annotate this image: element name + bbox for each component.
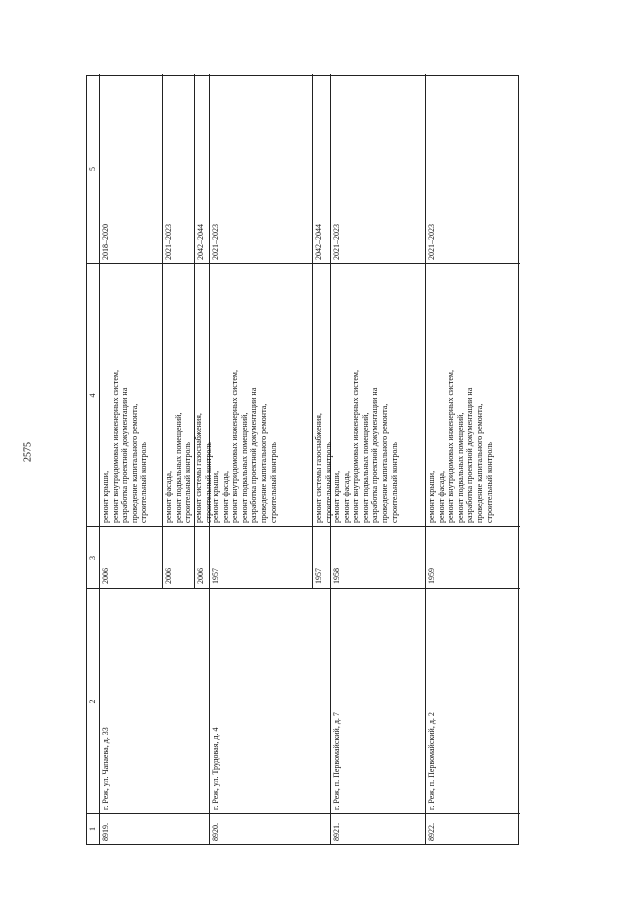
repair-works: ремонт крыши, ремонт фасада, ремонт внутридомовых инженерных систем, ремонт подвальных помещений, разработка проектной документации на проведение капитального ремонта, строительный контроль	[332, 370, 399, 523]
record-address: г. Реж, ул. Трудовая, д. 4	[211, 727, 220, 810]
row-divider	[312, 74, 313, 589]
header-col-4: 4	[88, 393, 97, 398]
record-number: 8919.	[101, 823, 110, 841]
repair-period: 2021–2023	[332, 224, 341, 260]
record-number: 8921.	[332, 823, 341, 841]
record-address: г. Реж, п. Первомайский, д. 7	[332, 712, 341, 810]
repair-period: 2042–2044	[314, 224, 323, 260]
build-year: 1957	[314, 568, 323, 584]
record-address: г. Реж, п. Первомайский, д. 2	[427, 712, 436, 810]
column-divider	[87, 526, 520, 527]
header-col-5: 5	[88, 167, 97, 171]
build-year: 1958	[332, 568, 341, 584]
header-col-3: 3	[88, 556, 97, 560]
row-divider	[99, 74, 100, 844]
table-frame	[86, 75, 519, 845]
repair-works: ремонт крыши, ремонт фасада, ремонт внутридомовых инженерных систем, ремонт подвальных помещений, разработка проектной документации на проведение капитального ремонта, строительный контроль	[211, 370, 278, 523]
build-year: 2006	[101, 568, 110, 584]
column-divider	[87, 813, 520, 814]
repair-period: 2042–2044	[196, 224, 205, 260]
header-col-2: 2	[88, 699, 97, 704]
repair-works: ремонт системы газоснабжения, строительный контроль	[194, 413, 213, 523]
column-divider	[87, 263, 520, 264]
repair-works: ремонт фасада, ремонт подвальных помещений, строительный контроль	[164, 412, 193, 523]
build-year: 2006	[196, 568, 205, 584]
repair-period: 2021–2023	[427, 224, 436, 260]
repair-period: 2021–2023	[164, 224, 173, 260]
repair-works: ремонт крыши, ремонт внутридомовых инженерных систем, разработка проектной документации на проведение капитального ремонта, строительный контроль	[101, 370, 149, 523]
build-year: 1957	[211, 568, 220, 584]
repair-period: 2018–2020	[101, 224, 110, 260]
repair-schedule-table	[86, 75, 519, 845]
repair-works: ремонт системы газоснабжения, строительный контроль	[314, 413, 333, 523]
build-year: 1959	[427, 568, 436, 584]
record-number: 8922.	[427, 823, 436, 841]
row-divider	[425, 74, 426, 844]
build-year: 2006	[164, 568, 173, 584]
row-divider	[162, 74, 163, 589]
repair-works: ремонт крыши, ремонт фасада, ремонт внутридомовых инженерных систем, ремонт подвальных помещений, разработка проектной документации на проведение капитального ремонта, строительный контроль	[427, 370, 494, 523]
header-col-1: 1	[88, 827, 97, 831]
column-divider	[87, 588, 520, 589]
repair-period: 2021–2023	[211, 224, 220, 260]
page-number: 2575	[22, 442, 34, 462]
record-address: г. Реж, ул. Чапаева, д. 33	[101, 727, 110, 810]
record-number: 8920.	[211, 823, 220, 841]
